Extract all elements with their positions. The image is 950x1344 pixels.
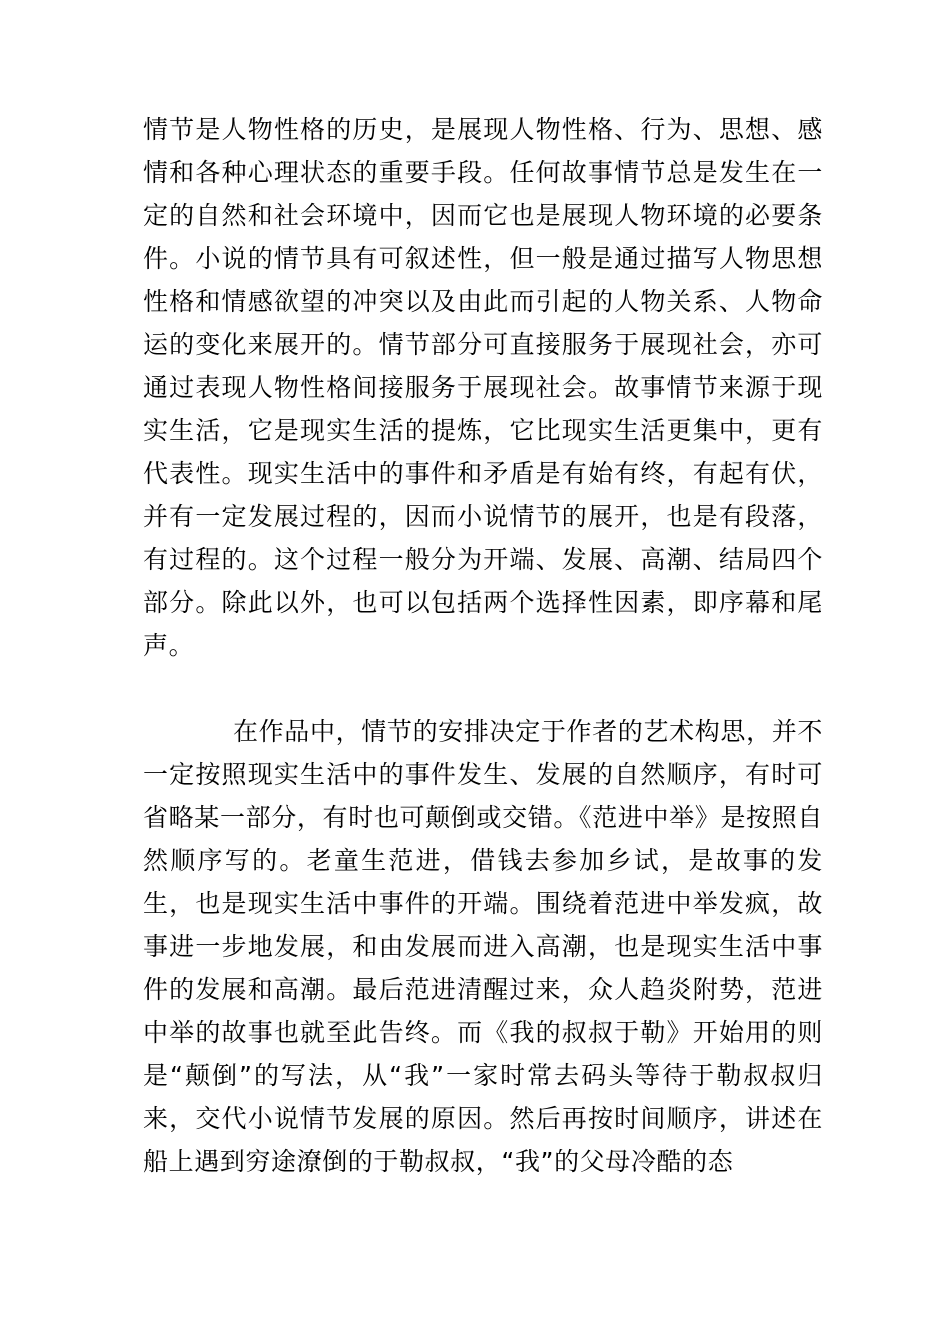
paragraph-1: 情节是人物性格的历史，是展现人物性格、行为、思想、感情和各种心理状态的重要手段。任何故事情节总是发生在一定的自然和社会环境中，因而它也是展现人物环境的必要条件。小说的情节具有可叙述性，但一般是通过描写人物思想性格和情感欲望的冲突以及由此而引起的人物关系、人物命运的变化来展开的。情节部分可直接服务于展现社会，亦可通过表现人物性格间接服务于展现社会。故事情节来源于现实生活，它是现实生活的提炼，它比现实生活更集中，更有代表性。现实生活中的事件和矛盾是有始有终，有起有伏，并有一定发展过程的，因而小说情节的展开，也是有段落，有过程的。这个过程一般分为开端、发展、高潮、结局四个部分。除此以外，也可以包括两个选择性因素，即序幕和尾声。 <box>143 115 823 660</box>
paragraph-2: 在作品中，情节的安排决定于作者的艺术构思，并不一定按照现实生活中的事件发生、发展的自然顺序，有时可省略某一部分，有时也可颠倒或交错。《范进中举》是按照自然顺序写的。老童生范进，借钱去参加乡试，是故事的发生，也是现实生活中事件的开端。围绕着范进中举发疯，故事进一步地发展，和由发展而进入高潮，也是现实生活中事件的发展和高潮。最后范进清醒过来，众人趋炎附势，范进中举的故事也就至此告终。而《我的叔叔于勒》开始用的则是“颠倒”的写法，从“我”一家时常去码头等待于勒叔叔归来，交代小说情节发展的原因。然后再按时间顺序，讲述在船上遇到穷途潦倒的于勒叔叔，“我”的父母冷酷的态 <box>143 717 823 1176</box>
